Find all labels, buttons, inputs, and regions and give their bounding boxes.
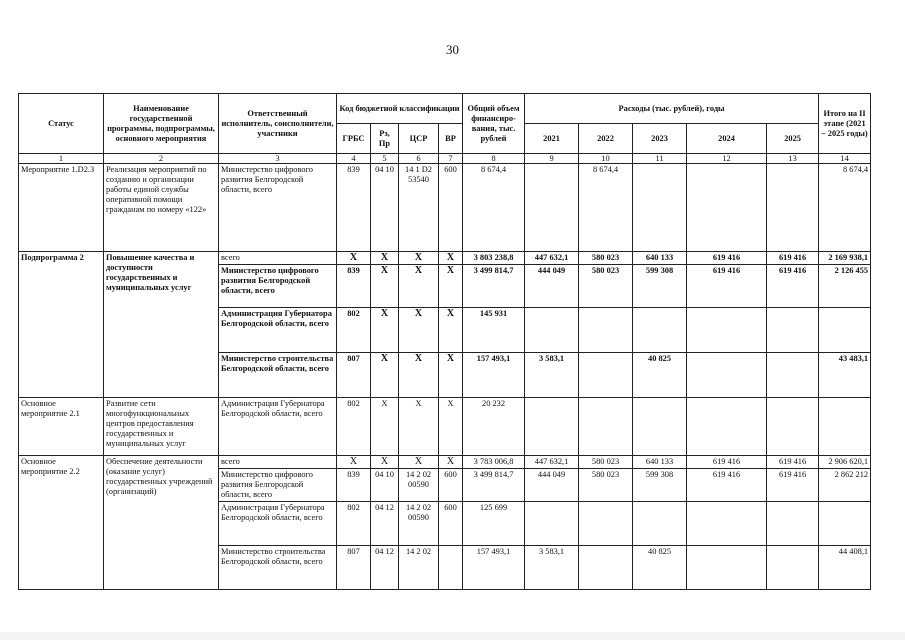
table-row [19,252,871,265]
row-total: 8 674,4 [463,164,525,252]
row-responsible: Министерство строительства Белгородской области, всего [219,353,337,398]
row-vr: X [439,398,463,456]
row-rzpr: 04 12 [371,546,399,590]
row-2025: 619 416 [767,469,819,502]
row-total: 20 232 [463,398,525,456]
row-2021: 447 632,1 [525,456,579,469]
row-status: Подпрограмма 2 [19,252,104,398]
row-2022 [579,546,633,590]
row-2022: 580 023 [579,265,633,308]
header-year-2025: 2025 [767,124,819,154]
column-number: 12 [687,154,767,164]
column-number: 4 [337,154,371,164]
row-2023 [633,502,687,546]
row-csr: 14 2 02 00590 [399,469,439,502]
row-grbs: 802 [337,502,371,546]
header-name: Наименование государственной программы, подпрограммы, основного мероприятия [104,94,219,154]
column-number: 2 [104,154,219,164]
row-responsible: Министерство цифрового развития Белгородской области, всего [219,265,337,308]
row-csr: 14 1 D2 53540 [399,164,439,252]
row-2024 [687,502,767,546]
row-vr: 600 [439,502,463,546]
row-status: Основное мероприятие 2.1 [19,398,104,456]
column-number: 5 [371,154,399,164]
row-2024: 619 416 [687,469,767,502]
row-2025 [767,308,819,353]
row-total: 3 499 814,7 [463,265,525,308]
page-bottom-edge [0,632,905,640]
row-grbs: X [337,456,371,469]
row-2023: 640 133 [633,252,687,265]
row-responsible: всего [219,252,337,265]
header-rzpr: Рз, Пр [371,124,399,154]
row-status: Основное мероприятие 2.2 [19,456,104,590]
row-total: 157 493,1 [463,546,525,590]
row-name: Развитие сети многофункциональных центров предоставления государственных и муниципальных услуг [104,398,219,456]
row-2024: 619 416 [687,456,767,469]
row-status: Мероприятие 1.D2.3 [19,164,104,252]
header-year-2024: 2024 [687,124,767,154]
row-total: 3 783 006,8 [463,456,525,469]
column-number: 6 [399,154,439,164]
row-csr: X [399,456,439,469]
row-rzpr: X [371,252,399,265]
row-2022 [579,308,633,353]
row-2022: 580 023 [579,456,633,469]
header-year-2022: 2022 [579,124,633,154]
row-2025 [767,398,819,456]
header-total: Общий объем финансиро-вания, тыс. рублей [463,94,525,154]
row-2024 [687,398,767,456]
row-responsible: всего [219,456,337,469]
row-vr: X [439,265,463,308]
row-grbs: X [337,252,371,265]
row-2025 [767,353,819,398]
row-responsible: Администрация Губернатора Белгородской области, всего [219,398,337,456]
header-year-2021: 2021 [525,124,579,154]
column-number-row [19,154,871,164]
row-2023: 599 308 [633,469,687,502]
row-stage-total [819,502,871,546]
row-rzpr: X [371,353,399,398]
row-2025: 619 416 [767,456,819,469]
row-rzpr: X [371,456,399,469]
row-2024 [687,546,767,590]
header-stage-total: Итого на II этапе (2021 – 2025 годы) [819,94,871,154]
row-vr: 600 [439,164,463,252]
row-csr: X [399,265,439,308]
column-number: 14 [819,154,871,164]
row-2021: 3 583,1 [525,353,579,398]
header-expenses-group: Расходы (тыс. рублей), годы [525,94,819,124]
row-stage-total: 44 408,1 [819,546,871,590]
row-2023 [633,398,687,456]
header-year-2023: 2023 [633,124,687,154]
row-2022: 580 023 [579,252,633,265]
row-2024 [687,308,767,353]
row-responsible: Министерство строительства Белгородской области, всего [219,546,337,590]
row-2024: 619 416 [687,252,767,265]
header-code-group: Код бюджетной классификации [337,94,463,124]
row-stage-total: 2 169 938,1 [819,252,871,265]
header-responsible: Ответственный исполнитель, соисполнители, участники [219,94,337,154]
row-2024 [687,353,767,398]
row-csr: X [399,398,439,456]
row-rzpr: X [371,265,399,308]
row-2022: 580 023 [579,469,633,502]
column-number: 9 [525,154,579,164]
row-total: 125 699 [463,502,525,546]
header-vr: ВР [439,124,463,154]
header-status: Статус [19,94,104,154]
column-number: 13 [767,154,819,164]
row-rzpr: 04 10 [371,164,399,252]
page-number: 30 [446,42,459,57]
column-number: 1 [19,154,104,164]
row-vr: X [439,252,463,265]
row-2021 [525,308,579,353]
row-stage-total: 2 126 455 [819,265,871,308]
row-2021: 444 049 [525,469,579,502]
row-name: Обеспечение деятельности (оказание услуг) государственных учреждений (организаций) [104,456,219,590]
header-csr: ЦСР [399,124,439,154]
row-2023 [633,308,687,353]
row-2022 [579,398,633,456]
row-2023: 599 308 [633,265,687,308]
row-2025 [767,546,819,590]
row-vr [439,546,463,590]
row-total: 145 931 [463,308,525,353]
table-row [19,398,871,456]
column-number: 10 [579,154,633,164]
row-2022: 8 674,4 [579,164,633,252]
row-stage-total [819,398,871,456]
row-2024: 619 416 [687,265,767,308]
table-row [19,164,871,252]
row-2021 [525,502,579,546]
row-total: 3 499 814,7 [463,469,525,502]
row-2025 [767,164,819,252]
header-grbs: ГРБС [337,124,371,154]
row-responsible: Администрация Губернатора Белгородской области, всего [219,502,337,546]
row-csr: X [399,308,439,353]
row-rzpr: 04 12 [371,502,399,546]
row-2025: 619 416 [767,265,819,308]
row-vr: X [439,308,463,353]
row-csr: 14 2 02 [399,546,439,590]
row-stage-total: 2 862 212 [819,469,871,502]
row-grbs: 839 [337,265,371,308]
row-grbs: 839 [337,469,371,502]
row-2024 [687,164,767,252]
row-2021: 444 049 [525,265,579,308]
row-name: Реализация мероприятий по созданию и организации работы единой службы оперативной помощи гражданам по номеру «122» [104,164,219,252]
row-csr: X [399,353,439,398]
row-grbs: 839 [337,164,371,252]
row-2021 [525,398,579,456]
row-vr: X [439,456,463,469]
row-rzpr: X [371,308,399,353]
row-stage-total: 8 674,4 [819,164,871,252]
row-2021 [525,164,579,252]
row-stage-total: 2 906 620,1 [819,456,871,469]
row-2025: 619 416 [767,252,819,265]
column-number: 11 [633,154,687,164]
column-number: 7 [439,154,463,164]
row-2023: 40 825 [633,353,687,398]
row-grbs: 807 [337,353,371,398]
row-total: 3 803 238,8 [463,252,525,265]
table-row [19,456,871,469]
row-vr: X [439,353,463,398]
row-csr: 14 2 02 00590 [399,502,439,546]
row-2025 [767,502,819,546]
row-grbs: 802 [337,308,371,353]
column-number: 3 [219,154,337,164]
row-csr: X [399,252,439,265]
row-2023: 40 825 [633,546,687,590]
row-rzpr: X [371,398,399,456]
row-2023: 640 133 [633,456,687,469]
row-2023 [633,164,687,252]
row-2022 [579,502,633,546]
row-stage-total: 43 483,1 [819,353,871,398]
row-vr: 600 [439,469,463,502]
column-number: 8 [463,154,525,164]
row-responsible: Министерство цифрового развития Белгородской области, всего [219,469,337,502]
row-2022 [579,353,633,398]
row-grbs: 802 [337,398,371,456]
budget-table [18,93,871,590]
row-responsible: Администрация Губернатора Белгородской области, всего [219,308,337,353]
row-rzpr: 04 10 [371,469,399,502]
row-name: Повышение качества и доступности государственных и муниципальных услуг [104,252,219,398]
row-2021: 3 583,1 [525,546,579,590]
row-stage-total [819,308,871,353]
row-total: 157 493,1 [463,353,525,398]
row-grbs: 807 [337,546,371,590]
row-responsible: Министерство цифрового развития Белгородской области, всего [219,164,337,252]
row-2021: 447 632,1 [525,252,579,265]
